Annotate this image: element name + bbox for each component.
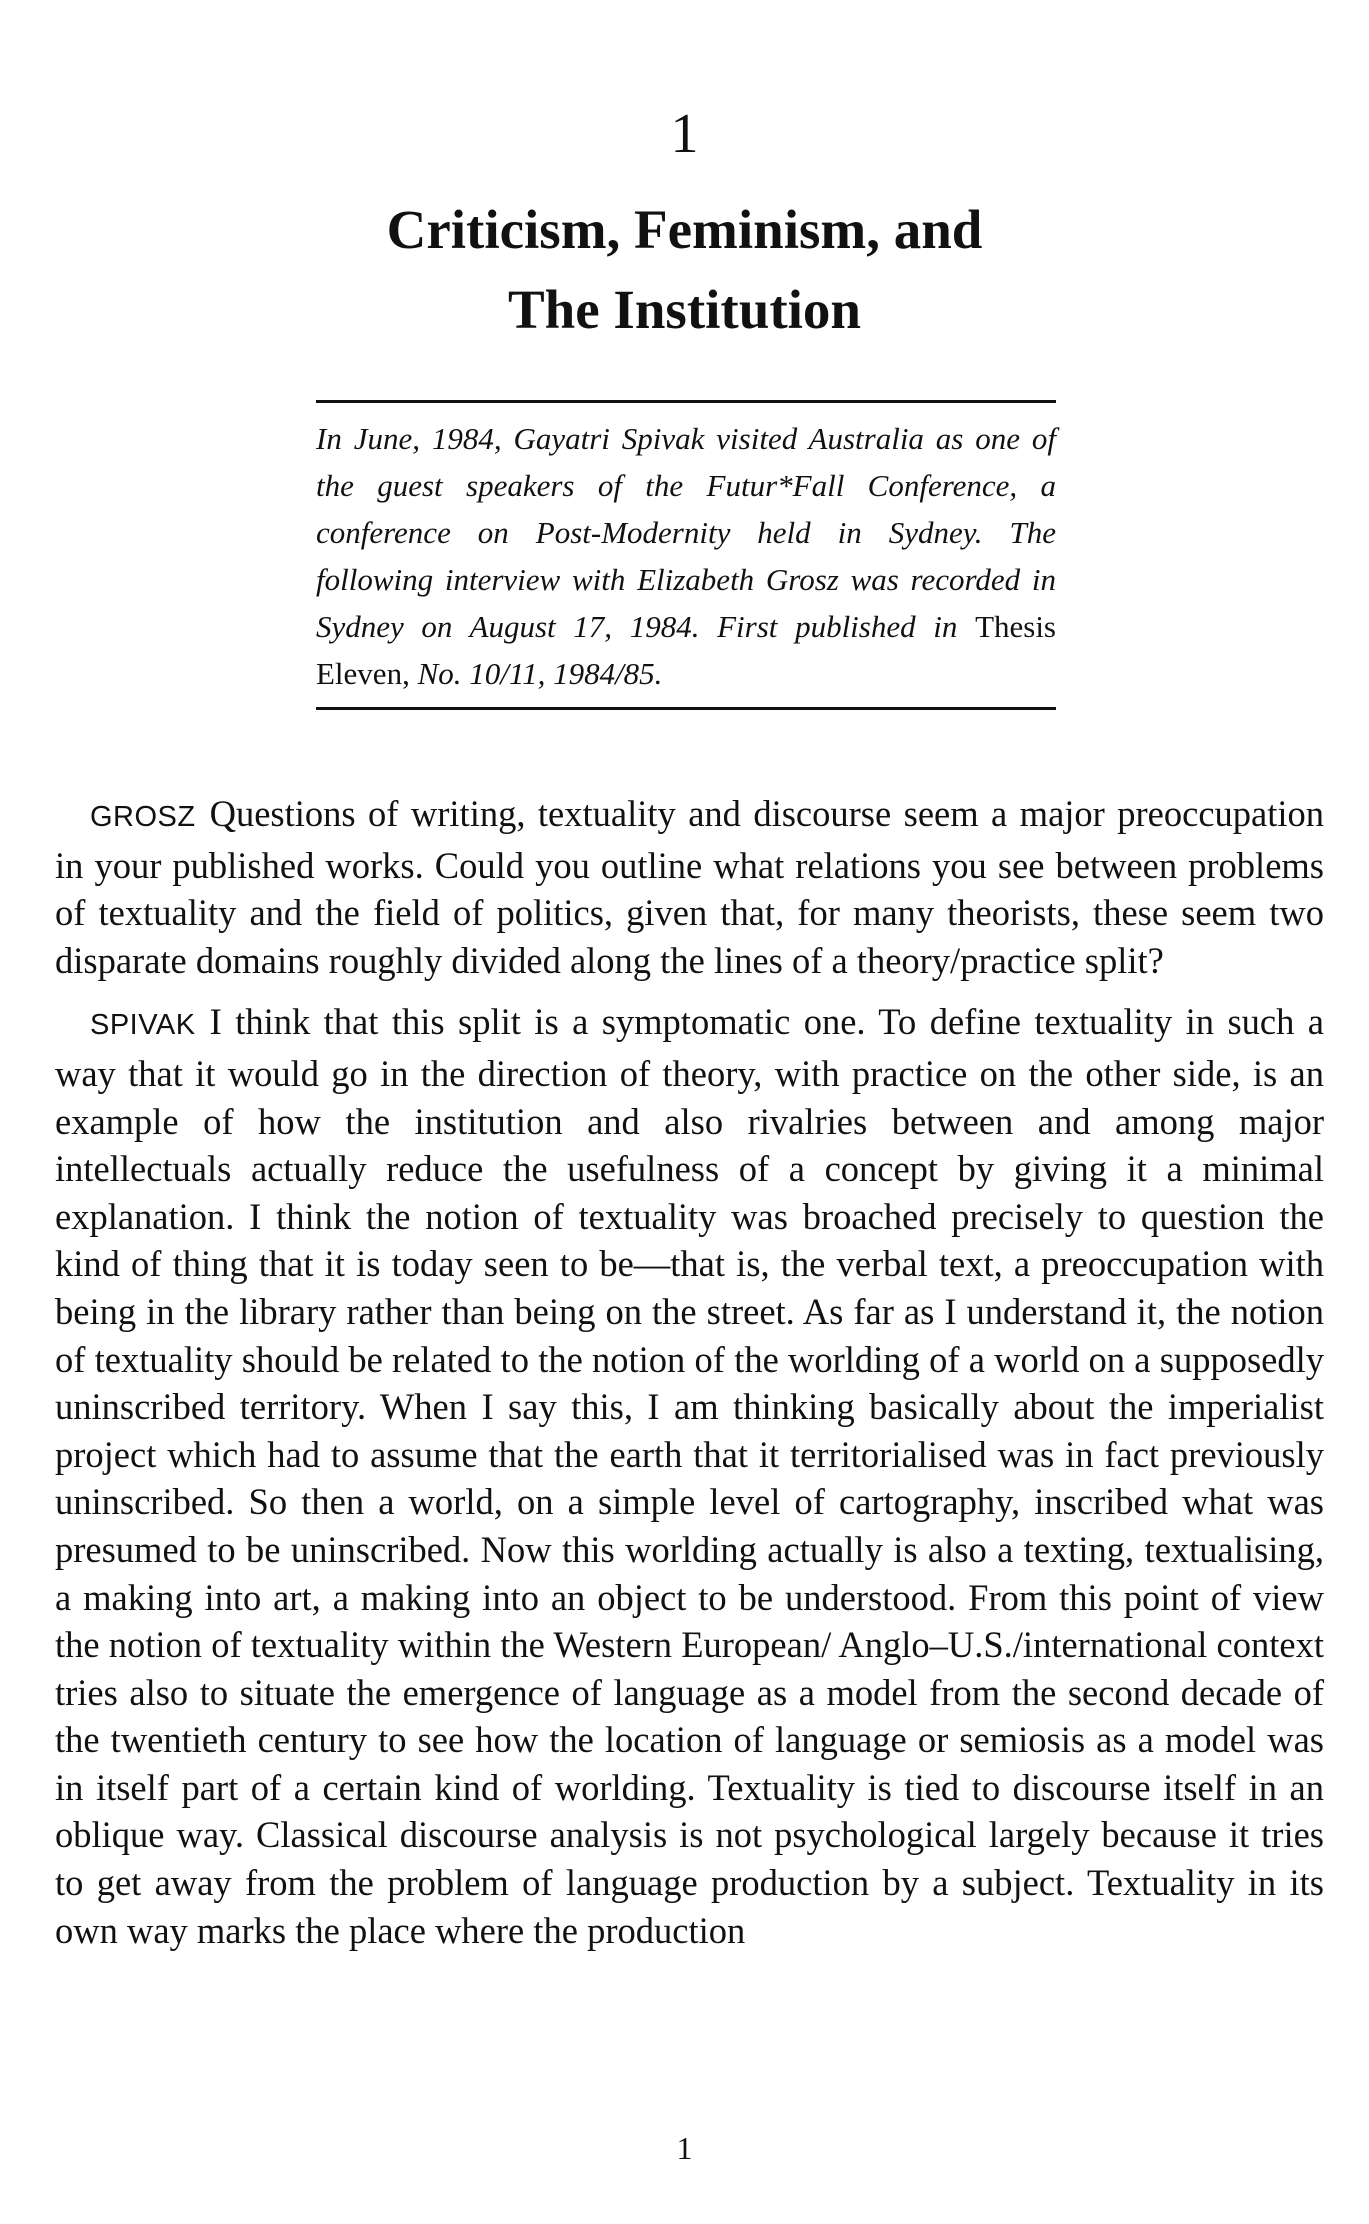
chapter-title-line-2: The Institution bbox=[507, 279, 861, 340]
intro-publication-details: No. 10/11, 1984/85. bbox=[409, 656, 663, 691]
intro-text: In June, 1984, Gayatri Spivak visited Australia as one of the guest speakers of the Futur*Fall Conference, a conference on Post-Modernity held in Sydney. The following interview with Elizabeth Grosz was recorded in Sydney on August 17, 1984. First published in bbox=[316, 421, 1056, 644]
chapter-number: 1 bbox=[670, 103, 699, 165]
chapter-intro-note bbox=[316, 400, 1056, 710]
interview-body bbox=[55, 790, 1324, 1968]
chapter-title-line-1: Criticism, Feminism, and bbox=[386, 199, 983, 260]
dialogue-paragraph bbox=[55, 998, 1324, 1954]
intro-journal-title: Thesis Eleven, bbox=[316, 609, 1056, 691]
speaker-label: GROSZ bbox=[90, 801, 196, 833]
dialogue-text: Questions of writing, textuality and discourse seem a major preoccupation in your published works. Could you outline what relations you see between problems of textuality and the field of politics, given that, for many theorists, these seem two disparate domains roughly divided along the lines of a theory/practice split? bbox=[55, 793, 1324, 981]
chapter-title bbox=[0, 190, 1369, 350]
page-number: 1 bbox=[676, 2130, 693, 2166]
dialogue-paragraph bbox=[55, 790, 1324, 984]
speaker-label: SPIVAK bbox=[90, 1009, 196, 1042]
dialogue-text: I think that this split is a symptomatic one. To define textuality in such a way that it would go in the direction of theory, with practice on the other side, is an example of how the institution and also rivalries between and among major intellectuals actually reduce the usefulness of a concept by giving it a minimal explanation. I think the notion of textuality was broached precisely to question the kind of thing that it is today seen to be—that is, the verbal text, a preoccupation with being in the library rather than being on the street. As far as I understand it, the notion of textuality should be related to the notion of the worlding of a world on a supposedly uninscribed territory. When I say this, I am thinking basically about the imperialist project which had to assume that the earth that it territorialised was in fact previously uninscribed. So then a world, on a simple level of cartography, inscribed what was presumed to be uninscribed. Now this worlding actually is also a texting, textualising, a making into art, a making into an object to be understood. From this point of view the notion of textuality within the Western European/ Anglo–U.S./international context tries also to situate the emergence of language as a model from the second decade of the twentieth century to see how the location of language or semiosis as a model was in itself part of a certain kind of worlding. Textuality is tied to discourse itself in an oblique way. Classical discourse analysis is not psychological largely because it tries to get away from the problem of language production by a subject. Textuality in its own way marks the place where the production bbox=[55, 1001, 1324, 1951]
